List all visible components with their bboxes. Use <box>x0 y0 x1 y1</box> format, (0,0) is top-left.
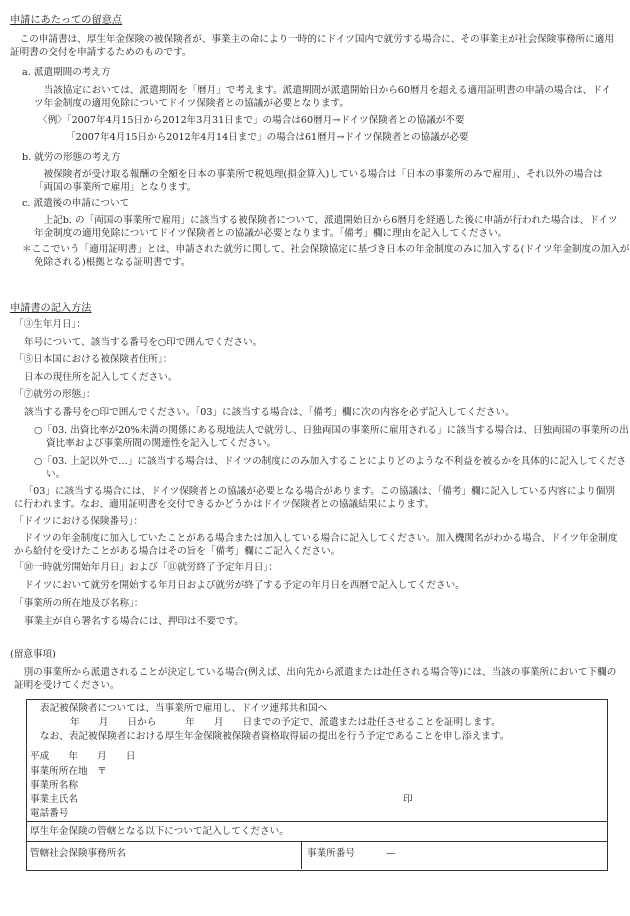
insurance-number-label: 「ドイツにおける保険番号」： <box>14 516 144 527</box>
example-2: 「2007年4月15日から2012年4月14日まで」の場合は61暦月→ドイツ保険者との協議が必要 <box>66 132 469 143</box>
subsection-a-body: 当該協定においては、派遣期間を「暦月」で考えます。派遣期間が派遣開始日から60暦月を超える適用証明書の申請の場合は、ドイツ年金制度の適用免除についてドイツ保険者との協議が必要となります。 <box>34 85 611 110</box>
intro-paragraph: この申請書は、厚生年金保険の被保険者が、事業主の命により一時的にドイツ国内で就労する場合に、その事業主が社会保険事務所に適用証明書の交付を申請するためのものです。 <box>10 34 614 59</box>
item-7-option-1: ○「03. 出資比率が20%未満の関係にある現地法人で就労し、日独両国の事業所に雇用される」に該当する場合は、日独両国の事業所の出資比率および事業所間の関連性を記入してください。 <box>34 425 629 450</box>
subsection-c-heading: c. 派遣後の申請について <box>22 198 130 209</box>
box-divider-2 <box>26 841 608 842</box>
social-insurance-office-label: 管轄社会保険事務所名 <box>30 848 126 859</box>
cert-office-address: 事業所所在地 〒 <box>30 766 107 777</box>
subsection-a-heading: a. 派遣期間の考え方 <box>22 67 111 78</box>
box-column-divider <box>301 841 302 869</box>
notice-body: 別の事業所から派遣されることが決定している場合(例えば、出向先から派遣または赴任される場合等)には、当該の事業所において下欄の証明を受けてください。 <box>14 667 617 692</box>
item-7-after: 「03」に該当する場合には、ドイツ保険者との協議が必要となる場合があります。この協議は、「備考」欄に記入している内容により個別に行われます。なお、適用証明書を交付できるかどうかはドイツ保険者との協議結果によります。 <box>14 486 615 511</box>
item-3-body: 年号について、該当する番号を○印で囲んでください。 <box>24 337 263 348</box>
cert-office-name: 事業所名称 <box>30 780 78 791</box>
jurisdiction-instruction: 厚生年金保険の管轄となる以下について記入してください。 <box>30 826 289 837</box>
cert-phone: 電話番号 <box>30 808 69 819</box>
example-1: 〈例〉「2007年4月15日から2012年3月31日まで」の場合は60暦月→ドイツ保険者との協議が不要 <box>38 115 465 126</box>
insurance-number-body: ドイツの年金制度に加入していたことがある場合または加入している場合に記入してください。加入機関名がわかる場合、ドイツ年金制度から給付を受けたことがある場合はその旨を「備考」欄にご記入ください。 <box>14 533 618 558</box>
cert-line-1: 表記被保険者については、当事業所で雇用し、ドイツ連邦共和国へ <box>40 703 328 714</box>
office-number-dash: — <box>386 848 396 859</box>
cert-owner-name: 事業主氏名 <box>30 794 78 805</box>
office-address-body: 事業主が自ら署名する場合には、押印は不要です。 <box>24 616 244 627</box>
office-address-label: 「事業所の所在地及び名称」： <box>14 598 144 609</box>
item-10-11-label: 「⑩一時就労開始年月日」および「⑪就労終了予定年月日」： <box>14 562 278 573</box>
seal-mark: 印 <box>403 794 413 805</box>
notice-title: (留意事項) <box>10 649 56 660</box>
cert-line-3: なお、表記被保険者における厚生年金保険被保険者資格取得届の提出を行う予定であることを申し添えます。 <box>40 731 510 742</box>
section-title-notes: 申請にあたっての留意点 <box>10 15 123 26</box>
certificate-note: ＊ここでいう「適用証明書」とは、申請された就労に関して、社会保険協定に基づき日本の年金制度のみに加入する(ドイツ年金制度の加入が免除される)根拠となる証明書です。 <box>22 244 630 269</box>
item-5-body: 日本の現住所を記入してください。 <box>24 372 178 383</box>
item-10-11-body: ドイツにおいて就労を開始する年月日および就労が終了する予定の年月日を西暦で記入してください。 <box>24 580 465 591</box>
section-title-howto: 申請書の記入方法 <box>10 303 92 314</box>
item-7-body: 該当する番号を○印で囲んでください。「03」に該当する場合は、「備考」欄に次の内容を必ず記入してください。 <box>24 407 515 418</box>
subsection-c-body: 上記b. の「両国の事業所で雇用」に該当する被保険者について、派遣開始日から6暦月を経過した後に申請が行われた場合は、ドイツ年金制度の適用免除についてドイツ保険者との協議が必要となります。「備考」欄に理由を記入してください。 <box>34 215 618 240</box>
item-7-option-2: ○「03. 上記以外で…」に該当する場合は、ドイツの制度にのみ加入することによりどのような不利益を被るかを具体的に記入してください。 <box>34 456 627 481</box>
box-divider-1 <box>26 821 608 822</box>
item-3-label: 「③生年月日」： <box>14 319 86 330</box>
office-number-label: 事業所番号 <box>307 848 355 859</box>
cert-line-2: 年 月 日から 年 月 日までの予定で、派遣または赴任させることを証明します。 <box>70 717 501 728</box>
subsection-b-body: 被保険者が受け取る報酬の全額を日本の事業所で税処理(損金算入)している場合は「日本の事業所のみで雇用」、それ以外の場合は「両国の事業所で雇用」となります。 <box>34 169 603 194</box>
cert-date: 平成 年 月 日 <box>30 751 136 762</box>
item-7-label: 「⑦就労の形態」： <box>14 389 96 400</box>
subsection-b-heading: b. 就労の形態の考え方 <box>22 152 121 163</box>
item-5-label: 「⑤日本国における被保険者住所」： <box>14 354 173 365</box>
